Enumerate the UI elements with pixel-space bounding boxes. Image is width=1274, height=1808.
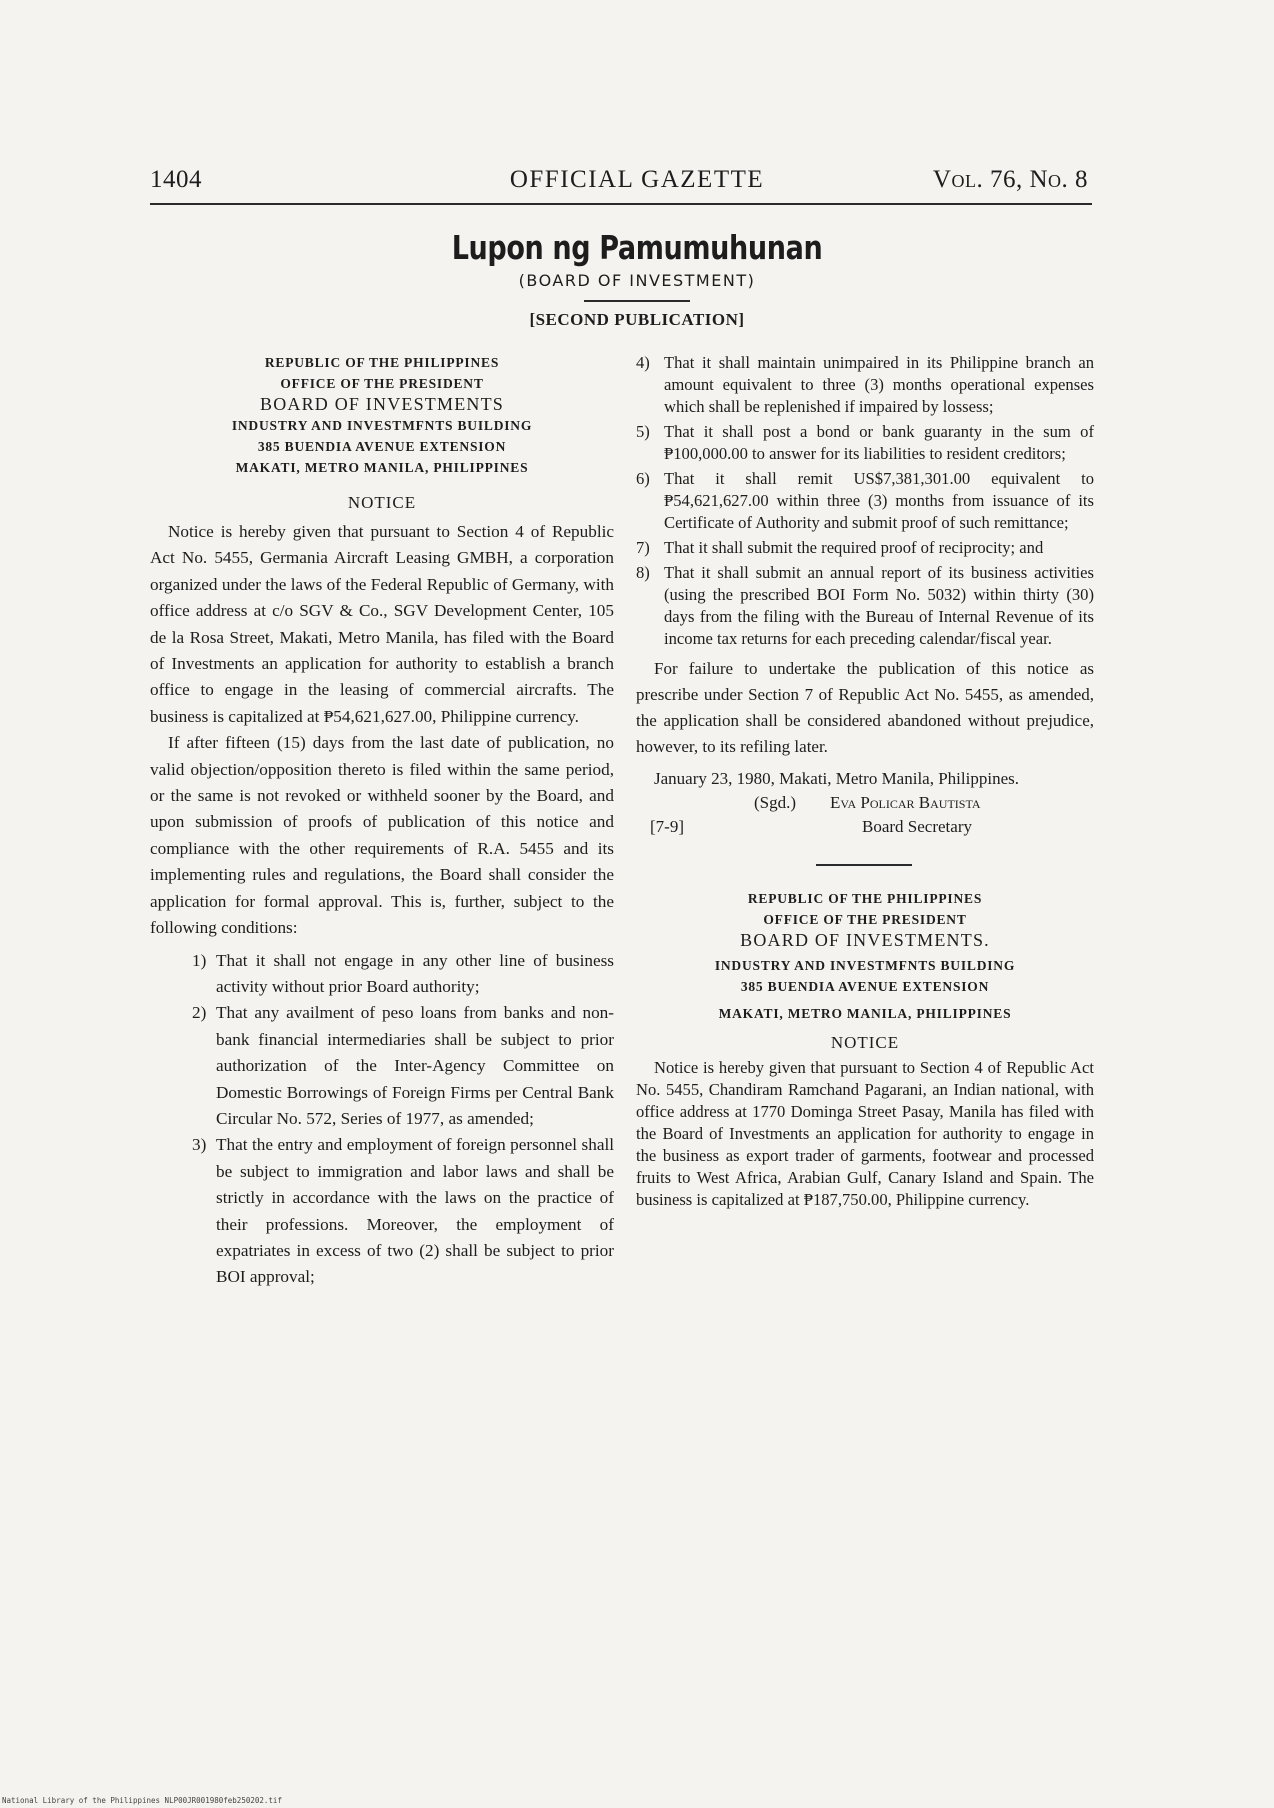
hdr-line: MAKATI, METRO MANILA, PHILIPPINES — [235, 460, 529, 475]
scan-footer: National Library of the Philippines NLP00JR001980feb250202.tif — [2, 1796, 282, 1805]
notice1-paragraph: Notice is hereby given that pursuant to Section 4 of Republic Act No. 5455, Germania Aircraft Leasing GMBH, a corporation organized under the laws of the Federal Republic of Germany, with office address at c/o SGV & Co., SGV Development Center, 105 de la Rosa Street, Makati, Metro Manila, has filed with the Board of Investments an application for authority to establish a branch office to engage in the leasing of commercial aircrafts. The business is capitalized at ₱54,621,627.00, Philippine currency. — [150, 522, 614, 726]
condition-number: 6) — [636, 469, 650, 488]
condition-number: 4) — [636, 353, 650, 372]
condition-item — [192, 1132, 614, 1290]
hdr-line: 385 BUENDIA AVENUE EXTENSION — [257, 439, 507, 454]
notice1-date: January 23, 1980, Makati, Metro Manila, Philippines. — [654, 769, 1019, 788]
signer-name: Eva Policar Bautista — [830, 793, 981, 812]
reference-code: [7-9] — [650, 817, 684, 836]
separator-rule — [816, 864, 912, 866]
title-rule — [584, 300, 690, 302]
condition-text: That the entry and employment of foreign personnel shall be subject to immigration and labor laws and shall be strictly in accordance with the laws on the practice of their professions. Moreover, the employment of expatriates in excess of two (2) shall be subject to prior BOI approval; — [216, 1135, 614, 1287]
sgd-label: (Sgd.) — [754, 793, 797, 812]
hdr-line: BOARD OF INVESTMENTS. — [740, 930, 990, 950]
section-title: Lupon ng Pamumuhunan — [451, 228, 823, 267]
condition-text: That it shall not engage in any other line of business activity without prior Board authority; — [216, 950, 614, 996]
publication-note: [SECOND PUBLICATION] — [529, 310, 745, 329]
notice2-paragraph: Notice is hereby given that pursuant to Section 4 of Republic Act No. 5455, Chandiram Ramchand Pagarani, an Indian national, with office address at 1770 Dominga Street Pasay, Manila has filed with the Board of Investments an application for authority to engage in the business as export trader of garments, footwear and processed fruits to West Africa, Arabian Gulf, Canary Island and Spain. The business is capitalized at ₱187,750.00, Philippine currency. — [636, 1058, 1094, 1209]
condition-number: 1) — [192, 950, 207, 970]
publication-title: OFFICIAL GAZETTE — [509, 166, 765, 193]
hdr-line: REPUBLIC OF THE PHILIPPINES — [264, 355, 500, 370]
signature-block — [636, 792, 1094, 844]
hdr-line: OFFICE OF THE PRESIDENT — [763, 912, 967, 927]
header-rule — [150, 203, 1092, 205]
signer-title: Board Secretary — [862, 817, 972, 836]
condition-item — [636, 468, 1094, 534]
right-column — [636, 352, 1094, 1211]
condition-number: 7) — [636, 538, 650, 557]
hdr-line: INDUSTRY AND INVESTMFNTS BUILDING — [714, 958, 1016, 973]
hdr-line: MAKATI, METRO MANILA, PHILIPPINES — [718, 1006, 1012, 1021]
hdr-line: REPUBLIC OF THE PHILIPPINES — [747, 891, 983, 906]
condition-number: 8) — [636, 563, 650, 582]
notice2-header — [636, 888, 1094, 1024]
condition-item — [636, 537, 1094, 559]
notice1-paragraph: For failure to undertake the publication of this notice as prescribe under Section 7 of Republic Act No. 5455, as amended, the application shall be considered abandoned without prejudice, however, to its refiling later. — [636, 659, 1094, 756]
left-column — [150, 352, 614, 1291]
condition-item — [636, 562, 1094, 650]
notice2-heading: NOTICE — [830, 1033, 900, 1052]
hdr-line: INDUSTRY AND INVESTMFNTS BUILDING — [231, 418, 533, 433]
condition-text: That it shall submit the required proof of reciprocity; and — [664, 538, 1044, 557]
condition-text: That it shall remit US$7,381,301.00 equivalent to ₱54,621,627.00 within three (3) months from issuance of its Certificate of Authority and submit proof of such remittance; — [664, 469, 1094, 532]
page-number: 1404 — [150, 166, 202, 193]
hdr-line: 385 BUENDIA AVENUE EXTENSION — [740, 979, 990, 994]
conditions-list-b — [636, 352, 1094, 650]
condition-item — [636, 421, 1094, 465]
section-subtitle: (BOARD OF INVESTMENT) — [518, 271, 756, 290]
notice1-header — [150, 352, 614, 478]
hdr-line: BOARD OF INVESTMENTS — [259, 394, 505, 414]
condition-item — [192, 948, 614, 1001]
conditions-list-a — [150, 948, 614, 1291]
notice1-paragraph: If after fifteen (15) days from the last date of publication, no valid objection/opposition thereto is filed within the same period, or the same is not revoked or withheld sooner by the Board, and upon submission of proofs of publication of this notice and compliance with the other requirements of R.A. 5455 and its implementing rules and regulations, the Board shall consider the application for formal approval. This is, further, subject to the following conditions: — [150, 733, 614, 938]
condition-text: That any availment of peso loans from banks and non-bank financial intermediaries shall be subject to prior authorization of the Inter-Agency Committee on Domestic Borrowings of Foreign Firms per Central Bank Circular No. 572, Series of 1977, as amended; — [216, 1003, 614, 1128]
condition-number: 3) — [192, 1135, 207, 1155]
condition-text: That it shall post a bond or bank guaranty in the sum of ₱100,000.00 to answer for its liabilities to resident creditors; — [664, 422, 1094, 463]
condition-text: That it shall submit an annual report of its business activities (using the prescribed BOI Form No. 5032) within thirty (30) days from the filing with the Bureau of Internal Revenue of its income tax returns for each preceding calendar/fiscal year. — [664, 563, 1094, 648]
notice1-heading: NOTICE — [347, 493, 417, 512]
volume-label: Vol. 76, No. 8 — [932, 166, 1088, 193]
condition-item — [636, 352, 1094, 418]
condition-number: 2) — [192, 1003, 207, 1023]
hdr-line: OFFICE OF THE PRESIDENT — [280, 376, 484, 391]
condition-text: That it shall maintain unimpaired in its Philippine branch an amount equivalent to three (3) months operational expenses which shall be replenished if impaired by lossess; — [664, 353, 1094, 416]
condition-number: 5) — [636, 422, 650, 441]
condition-item — [192, 1000, 614, 1132]
